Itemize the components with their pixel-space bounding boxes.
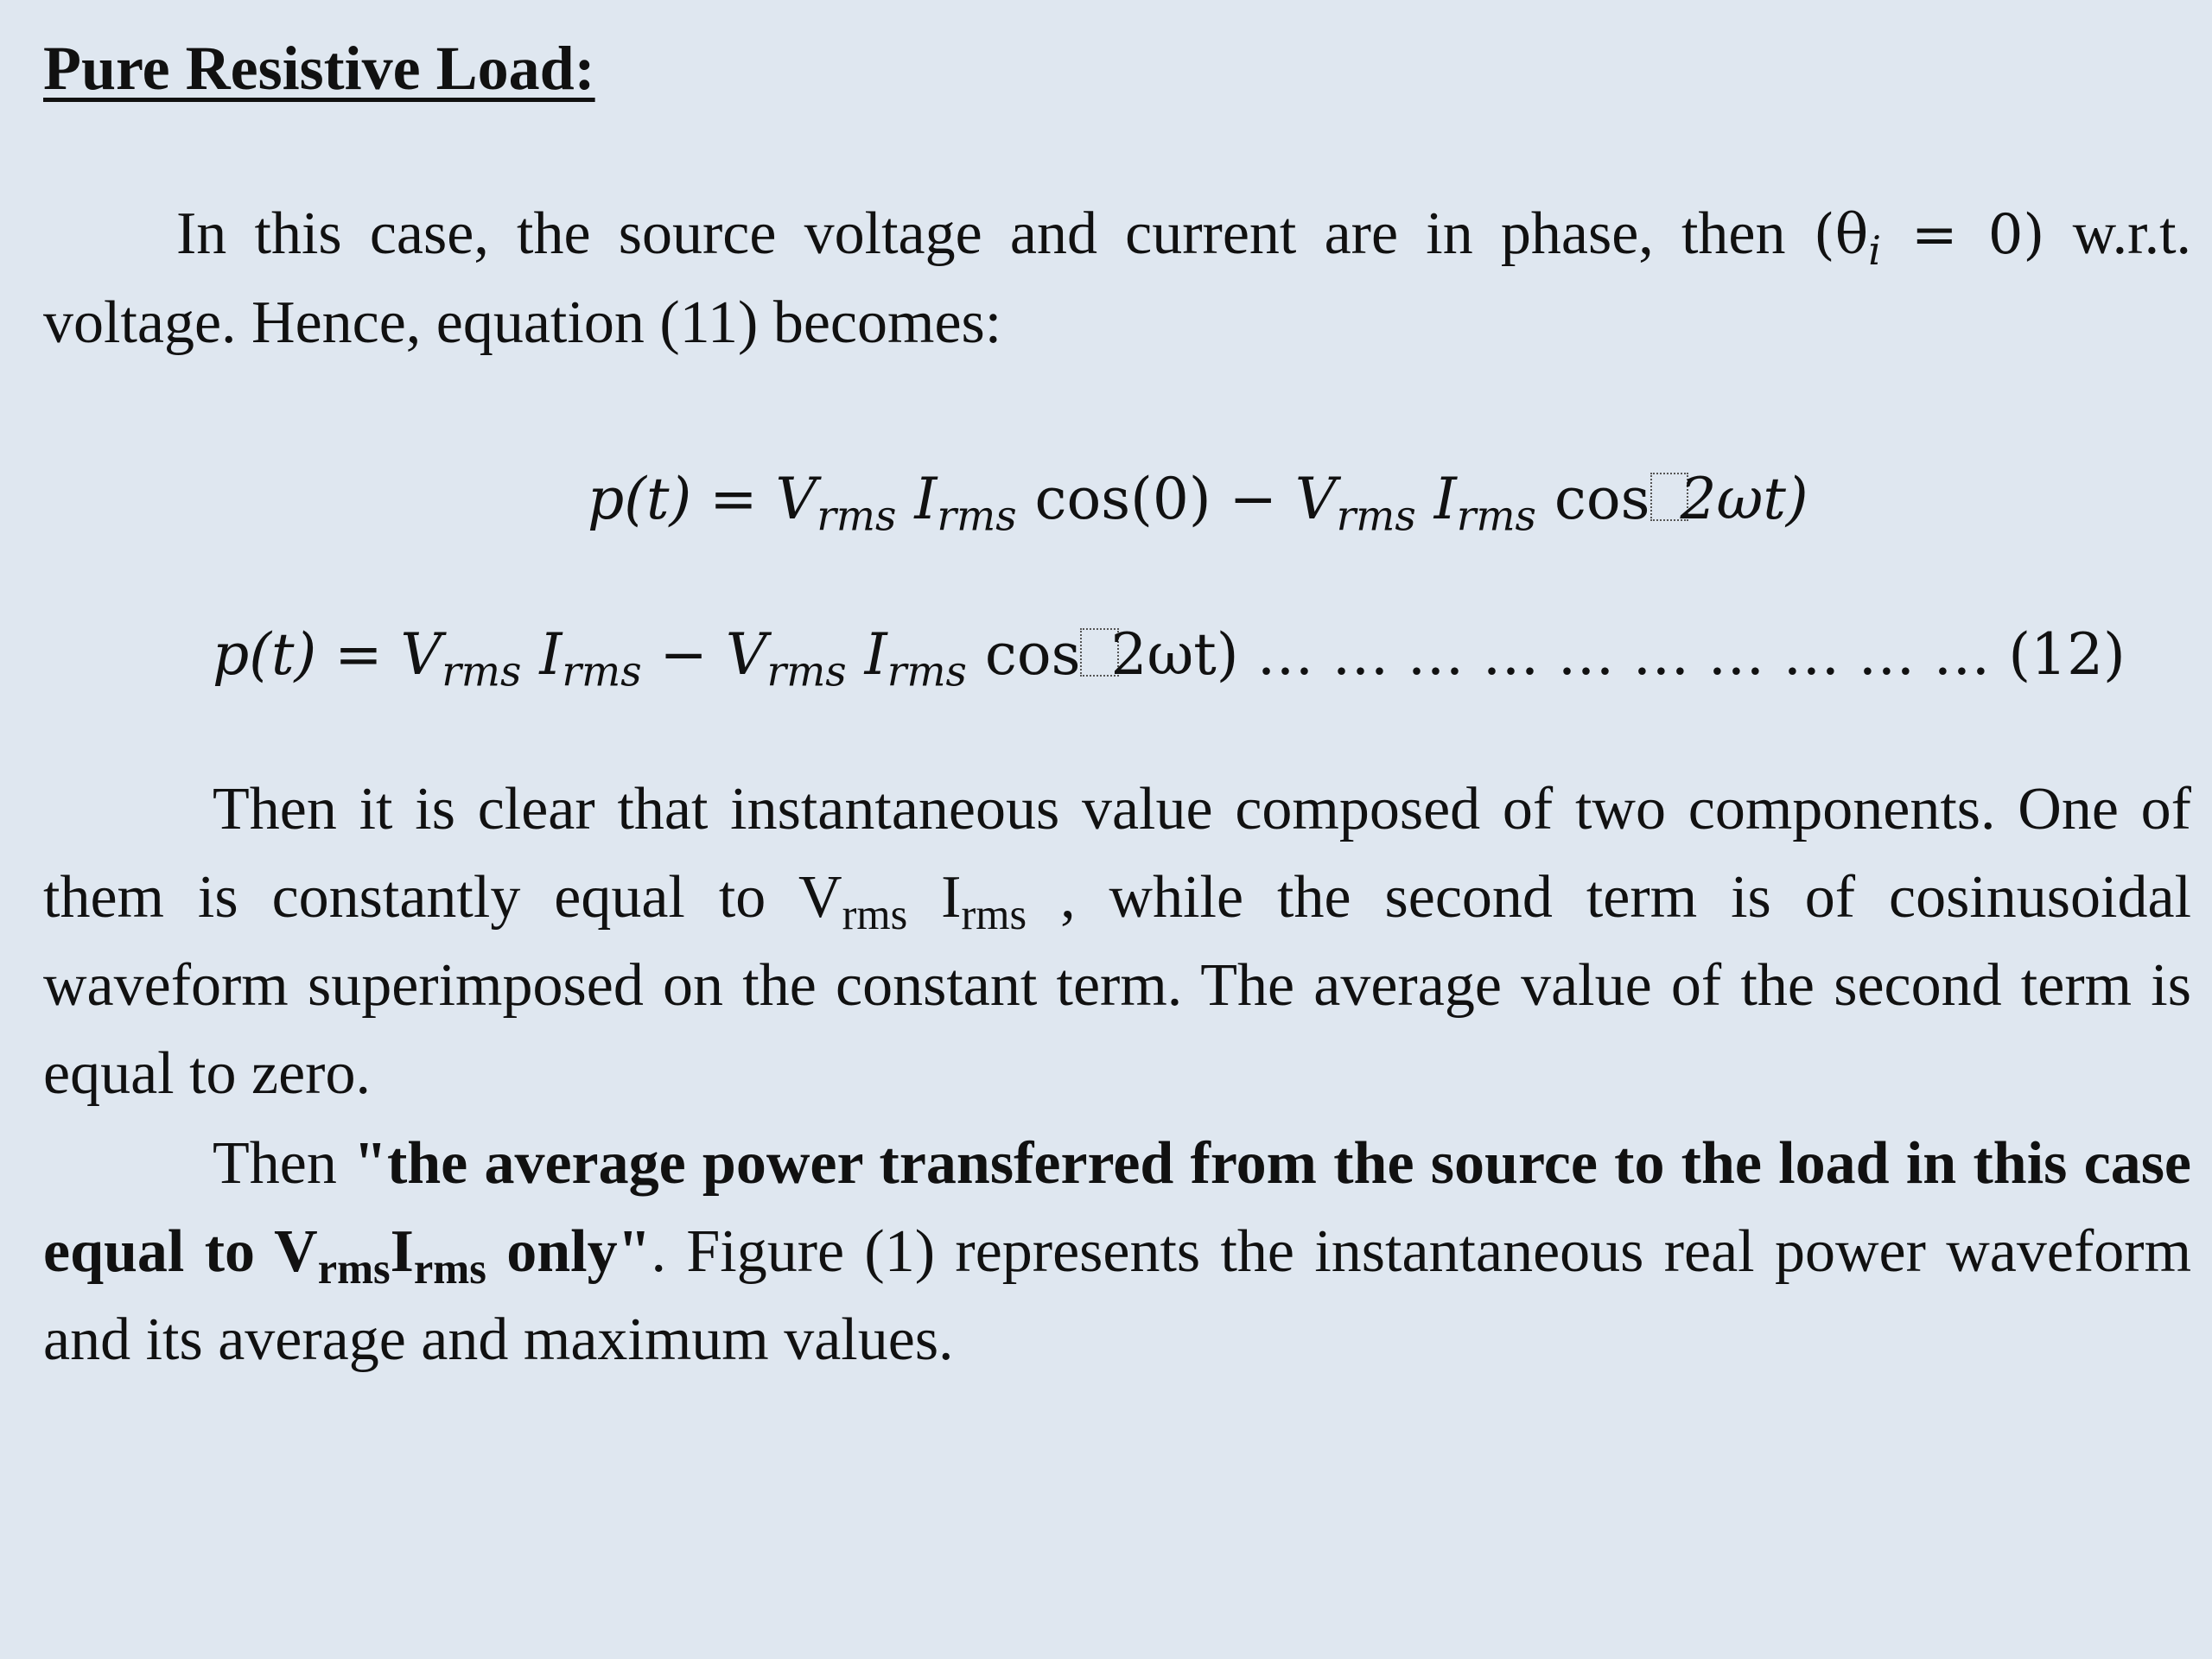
theta-math: $(\theta_i = 0)$ — [1813, 203, 2045, 274]
conclusion-paragraph: Then "the average power transferred from the source to the load in this case equal to $V_{rms}I_{rms}$ only". Figure (1) represents the instantaneous real power waveform and its average and maximum values. — [43, 1130, 2192, 1373]
intro-paragraph — [43, 190, 2191, 367]
section-heading: Pure Resistive Load: — [43, 34, 595, 103]
equation-1: $p(t) = V_{rms}$ $I_{rms}$ $\cos(0) - V_{rms}$ $I_{rms}$ cos 2ωt) — [588, 466, 1808, 541]
intro-text-2: w.r.t. voltage. Hence, equation (11) becomes: — [43, 200, 2192, 356]
intro-text: In this case, the source voltage and current are in phase, then — [176, 200, 1786, 267]
components-paragraph: Then it is clear that instantaneous value composed of two components. One of them is constantly equal to $V_{rms}$ $I_{rms}$ , while the second term is of cosinusoidal waveform superimposed on the constant term. The average value of the second term is equal to zero. — [43, 776, 2192, 1107]
bold-statement: "the average power transferred from the source to the load in this case equal to $V_{rms}I_{rms}$ only" — [43, 1130, 2192, 1294]
equation-12: $p(t) = V_{rms}$ $I_{rms} - V_{rms}$ $I_{rms}$ cos 2ωt) … … … … … … … … … … (12) — [213, 621, 2126, 696]
